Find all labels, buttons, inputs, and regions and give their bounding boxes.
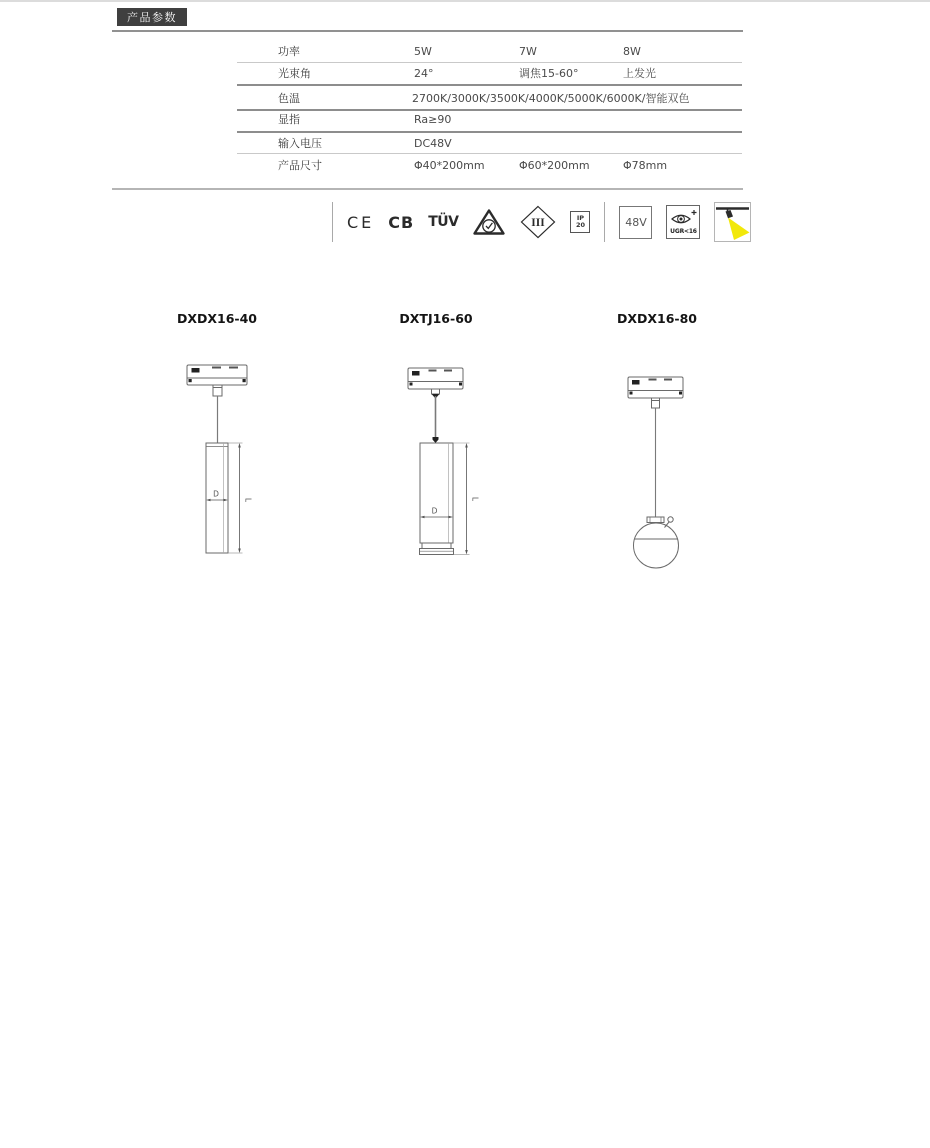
- rcm-triangle-check-icon: [472, 208, 506, 237]
- spotlight-beam-icon: [714, 202, 751, 242]
- product-model-label: DXDX16-40: [176, 311, 258, 326]
- table-rule: [237, 84, 742, 86]
- table-rule: [237, 131, 742, 133]
- spec-value: 24°: [414, 67, 434, 80]
- table-rule: [237, 109, 742, 111]
- spec-value: 5W: [414, 45, 432, 58]
- ip-label: IP: [576, 213, 585, 222]
- class-iii-diamond-icon: [520, 205, 556, 239]
- section-title-badge: 产品参数: [117, 8, 187, 26]
- table-rule: [237, 153, 742, 154]
- product-drawing-dxdx16-40: [160, 360, 260, 560]
- spec-row-label: 光束角: [278, 67, 311, 80]
- tuv-mark-icon: TÜV: [428, 214, 459, 230]
- spec-row-label: 输入电压: [278, 137, 322, 150]
- length-dim-label: L: [243, 497, 253, 503]
- spec-value: DC48V: [414, 137, 452, 150]
- spec-value: Ra≥90: [414, 113, 452, 126]
- spec-value: 上发光: [623, 67, 656, 80]
- product-model-label: DXTJ16-60: [399, 311, 473, 326]
- spec-value: Φ60*200mm: [519, 159, 590, 172]
- product-drawing-dxtj16-60: [395, 360, 495, 560]
- spec-value: 2700K/3000K/3500K/4000K/5000K/6000K/智能双色: [412, 92, 690, 105]
- spec-row-label: 产品尺寸: [278, 159, 322, 172]
- length-dim-label: L: [470, 496, 480, 502]
- voltage-48v-icon: 48V: [619, 206, 652, 239]
- spec-value: 8W: [623, 45, 641, 58]
- spec-row-label: 功率: [278, 45, 300, 58]
- cb-mark-icon: CB: [388, 212, 415, 232]
- ip-value: 20: [575, 221, 585, 229]
- section-bottom-rule: [112, 188, 743, 190]
- spec-row-label: 显指: [278, 113, 300, 126]
- cert-separator: [332, 202, 333, 242]
- diameter-dim-label: D: [431, 506, 438, 516]
- cert-separator: [604, 202, 605, 242]
- diameter-dim-label: D: [213, 489, 219, 499]
- ce-mark-icon: CE: [347, 212, 375, 232]
- product-drawing-dxdx16-80: [605, 363, 715, 575]
- ip20-rating-icon: [570, 211, 590, 233]
- ugr-rating-icon: [666, 205, 700, 239]
- table-rule: [237, 62, 742, 63]
- spec-value: 7W: [519, 45, 537, 58]
- ugr-label: UGR<16: [670, 228, 697, 235]
- svg-text:III: III: [531, 217, 546, 229]
- eye-icon: [668, 208, 698, 227]
- product-model-label: DXDX16-80: [616, 311, 698, 326]
- spec-value: Φ40*200mm: [414, 159, 485, 172]
- spec-value: 调焦15-60°: [519, 67, 579, 80]
- page-top-divider: [0, 0, 930, 2]
- header-rule: [112, 30, 743, 32]
- certification-row: [332, 199, 751, 245]
- spec-row-label: 色温: [278, 92, 300, 105]
- spec-value: Φ78mm: [623, 159, 668, 172]
